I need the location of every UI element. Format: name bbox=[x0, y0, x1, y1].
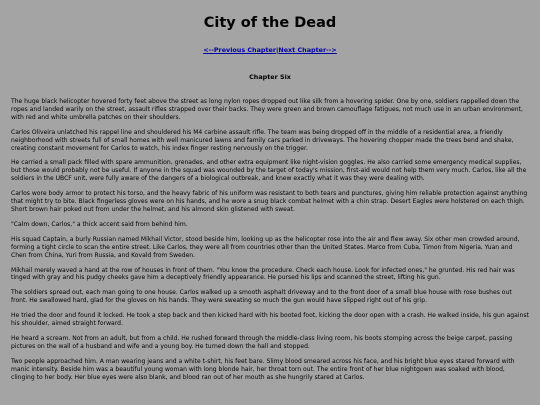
story-paragraph: He carried a small pack filled with spare ammunition, grenades, and other extra equipment like night-vision goggles. He also carried some emergency medical supplies, but those would probably not be useful. If anyone in the squad was wounded by the target of today's mission, first-aid would not help them very much. Carlos, like all the soldiers in the UBCF unit, were fully aware of the dangers of a biological outbreak, and knew exactly what it was they were dealing with. bbox=[11, 159, 527, 183]
previous-chapter-link[interactable]: <--Previous Chapter bbox=[203, 46, 277, 54]
story-paragraph: Carlos wore body armor to protect his torso, and the heavy fabric of his uniform was resistant to both tears and punctures, giving him reliable protection against anything that might try to bite. Black fingerless gloves were on his hands, and he wore a snug black combat helmet with a chin strap. Desert Eagles were holstered on each thigh. Short brown hair poked out from under the helmet, and his almond skin glistened with sweat. bbox=[11, 190, 528, 213]
nav-separator: | bbox=[276, 46, 279, 54]
story-paragraph: He heard a scream. Not from an adult, but from a child. He rushed forward through the middle-class living room, his boots stomping across the beige carpet, passing pictures on the wall of a husband and wife and a young boy. He turned down the hall and stopped. bbox=[11, 334, 513, 350]
story-text bbox=[11, 98, 529, 381]
page-title: City of the Dead bbox=[203, 15, 337, 31]
story-paragraph: Carlos Oliveira unlatched his rappel line and shouldered his M4 carbine assault rifle. The team was being dropped off in the middle of a residential area, a friendly neighborhood with streets full of small homes with well manicured lawns and family cars parked in driveways. The hovering chopper made the trees bend and shake, creating constant movement for Carlos to watch, his index finger resting nervously on the trigger. bbox=[11, 128, 514, 152]
chapter-heading: Chapter Six bbox=[249, 73, 291, 81]
story-paragraph: Two people approached him. A man wearing jeans and a white t-shirt, his feet bare. Slimy blood smeared across his face, and his bright blue eyes stared forward with manic intensity. Beside him was a beautiful young woman with long blonde hair, her throat torn out. The entire front of her blue nightgown was soaked with blood, clinging to her body. Her blue eyes were also blank, and blood ran out of her mouth as she hungrily stared at Carlos. bbox=[11, 357, 515, 381]
story-paragraph: The soldiers spread out, each man going to one house. Carlos walked up a smooth asphalt driveway and to the front door of a small blue house with rose bushes out front. He swallowed hard, glad for the gloves on his hands. They were sweating so much the gun would have slipped right out of his grip. bbox=[11, 289, 512, 305]
story-paragraph: His squad Captain, a burly Russian named Mikhail Victor, stood beside him, looking up as the helicopter rose into the air and flew away. Six other men crowded around, forming a tight circle to scan the entire street. Like Carlos, they were all from countries other than the United States. Marco from Cuba, Timon from Nigeria, Yuan and Chen from China, Yuri from Russia, and Kovald from Sweden. bbox=[11, 235, 520, 259]
next-chapter-link[interactable]: Next Chapter--> bbox=[278, 46, 337, 54]
story-paragraph: The huge black helicopter hovered forty feet above the street as long nylon ropes dropped out like silk from a hovering spider. One by one, soldiers rappelled down the ropes and landed warily on the street, assault rifles strapped over their backs. They were green and brown camouflage fatigues, not much use in an urban environment, with red and white umbrella patches on their shoulders. bbox=[11, 98, 523, 121]
chapter-nav bbox=[11, 46, 529, 55]
story-paragraph: "Calm down, Carlos," a thick accent said from behind him. bbox=[11, 220, 188, 228]
story-paragraph: He tried the door and found it locked. He took a step back and then kicked hard with his booted foot, kicking the door open with a crash. He walked inside, his gun against his shoulder, aimed straight forward. bbox=[11, 312, 529, 328]
story-paragraph: Mikhail merely waved a hand at the row of houses in front of them. "You know the procedure. Check each house. Look for infected ones," he grunted. His red hair was tinged with gray and his pudgy cheeks gave him a deceptively friendly appearance. He pursed his lips and scanned the street, lifting his gun. bbox=[11, 266, 515, 282]
